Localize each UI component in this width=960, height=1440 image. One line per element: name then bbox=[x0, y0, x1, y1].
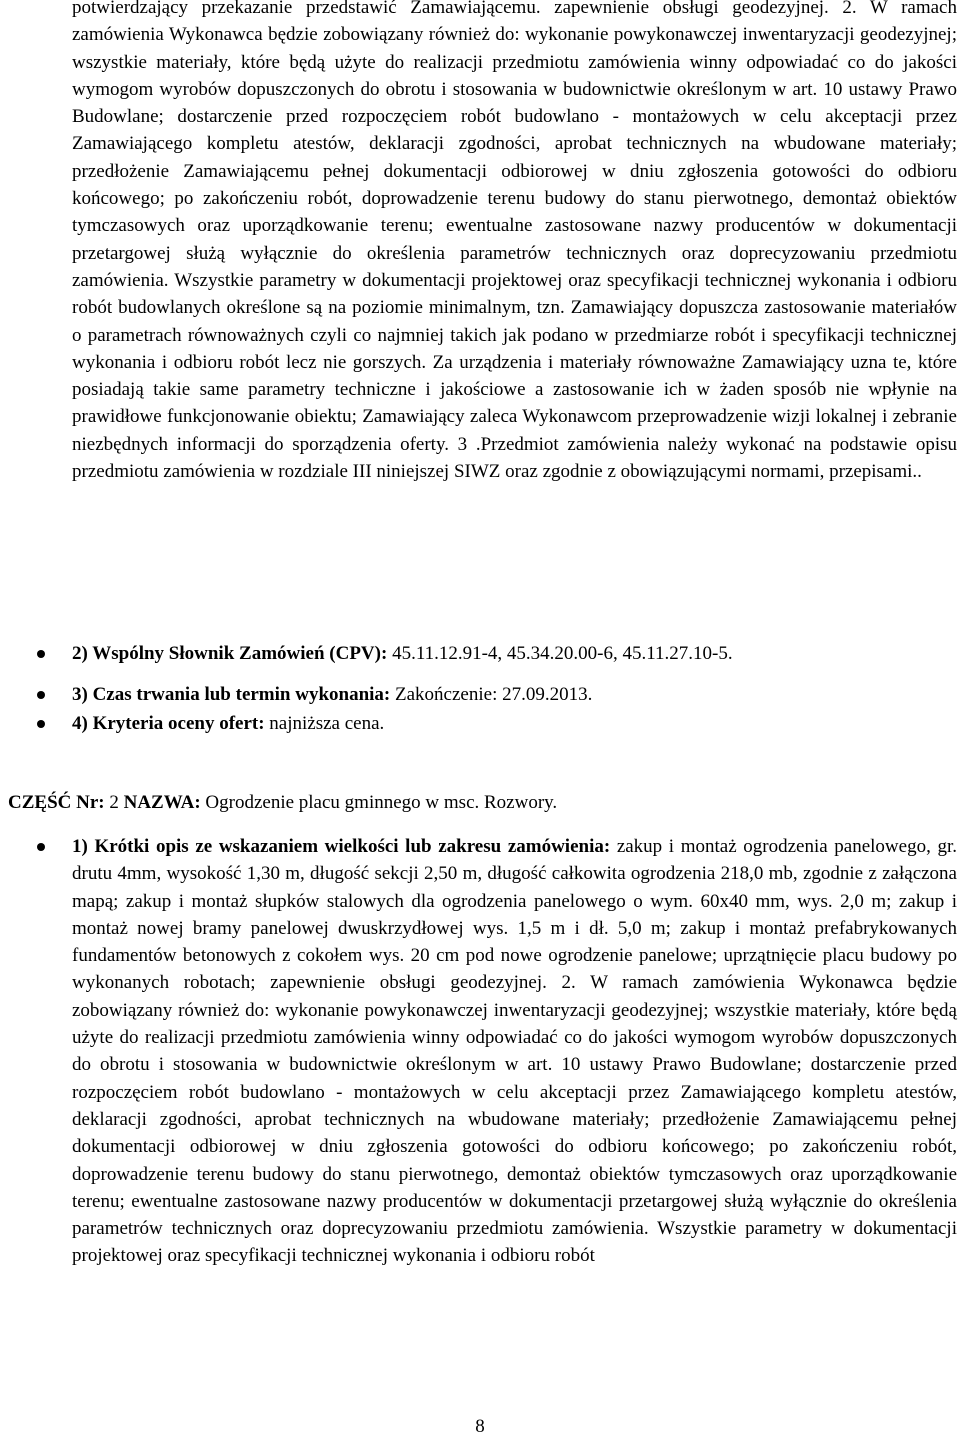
bullet-icon bbox=[37, 720, 45, 728]
description-list bbox=[0, 833, 957, 1270]
criteria-label: 4) Kryteria oceny ofert: bbox=[72, 713, 265, 734]
criteria-list bbox=[0, 710, 957, 737]
cpv-label: 2) Wspólny Słownik Zamówień (CPV): bbox=[72, 643, 388, 664]
deadline-item bbox=[0, 681, 957, 708]
page-number: 8 bbox=[475, 1416, 485, 1437]
part-number: 2 bbox=[104, 792, 124, 813]
deadline-label: 3) Czas trwania lub termin wykonania: bbox=[72, 684, 391, 705]
deadline-list bbox=[0, 681, 957, 708]
criteria-value: najniższa cena. bbox=[264, 713, 385, 734]
part-name: Ogrodzenie placu gminnego w msc. Rozwory. bbox=[200, 792, 558, 813]
cpv-value: 45.11.12.91-4, 45.34.20.00-6, 45.11.27.10-5. bbox=[387, 643, 733, 664]
part-number-label: CZĘŚĆ Nr: bbox=[8, 792, 105, 813]
bullet-icon bbox=[37, 691, 45, 699]
continuation-paragraph: potwierdzający przekazanie przedstawić Zamawiającemu. zapewnienie obsługi geodezyjnej. 2. W ramach zamówienia Wykonawca będzie zobowiązany również do: wykonanie powykonawczej inwentaryzacji geodezyjnej; wszystkie materiały, które będą użyte do realizacji przedmiotu zamówienia winny odpowiadać co do jakości wymogom wyrobów dopuszczonych do obrotu i stosowania w budownictwie określonym w art. 10 ustawy Prawo Budowlane; dostarczenie przed rozpoczęciem robót budowlano - montażowych w celu akceptacji przez Zamawiającego kompletu atestów, deklaracji zgodności, aprobat technicznych na wbudowane materiały; przedłożenie Zamawiającemu pełnej dokumentacji odbiorowej w dniu zgłoszenia gotowości do odbioru końcowego; po zakończeniu robót, doprowadzenie terenu budowy do stanu pierwotnego, demontaż obiektów tymczasowych oraz uporządkowanie terenu; ewentualne zastosowane nazwy producentów w dokumentacji przetargowej służą wyłącznie do określenia parametrów technicznych oraz doprecyzowaniu przedmiotu zamówienia. Wszystkie parametry w dokumentacji projektowej oraz specyfikacji technicznej wykonania i odbioru robót budowlanych określone są na poziomie minimalnym, tzn. Zamawiający dopuszcza zastosowanie materiałów o parametrach równoważnych czyli co najmniej takich jak podano w przedmiarze robót i specyfikacji technicznej wykonania i odbioru robót lecz nie gorszych. Za urządzenia i materiały równoważne Zamawiający uzna te, które posiadają takie same parametry techniczne i jakościowe a zastosowanie ich w żaden sposób nie wpłynie na prawidłowe funkcjonowanie obiektu; Zamawiający zaleca Wykonawcom przeprowadzenie wizji lokalnej i zebranie niezbędnych informacji do sporządzenia oferty. 3 .Przedmiot zamówienia należy wykonać na podstawie opisu przedmiotu zamówienia w rozdziale III niniejszej SIWZ oraz zgodnie z obowiązującymi normami, przepisami.. bbox=[72, 0, 957, 483]
cpv-list bbox=[0, 640, 957, 667]
criteria-item bbox=[0, 710, 957, 737]
bullet-icon bbox=[37, 843, 45, 851]
part-heading bbox=[8, 789, 948, 816]
cpv-item bbox=[0, 640, 957, 667]
description-item bbox=[0, 833, 957, 1270]
deadline-value: Zakończenie: 27.09.2013. bbox=[390, 684, 593, 705]
part-name-label: NAZWA: bbox=[123, 792, 201, 813]
description-text: zakup i montaż ogrodzenia panelowego, gr. drutu 4mm, wysokość 1,30 m, długość sekcji 2,50 m, długość całkowita ogrodzenia 218,0 mb, zgodnie z załączona mapą; zakup i montaż słupków stalowych dla ogrodzenia panelowego o wym. 60x40 mm, wys. 2,0 m; zakup i montaż nowej bramy panelowej dwuskrzydłowej wys. 1,5 m i dł. 5,0 m; zakup i montaż prefabrykowanych fundamentów betonowych z cokołem wys. 20 cm pod nowe ogrodzenie panelowe; uprzątnięcie placu budowy po wykonanych robotach; zapewnienie obsługi geodezyjnej. 2. W ramach zamówienia Wykonawca będzie zobowiązany również do: wykonanie powykonawczej inwentaryzacji geodezyjnej; wszystkie materiały, które będą użyte do realizacji przedmiotu zamówienia winny odpowiadać co do jakości wymogom wyrobów dopuszczonych do obrotu i stosowania w budownictwie określonym w art. 10 ustawy Prawo Budowlane; dostarczenie przed rozpoczęciem robót budowlano - montażowych w celu akceptacji przez Zamawiającego kompletu atestów, deklaracji zgodności, aprobat technicznych na wbudowane materiały; przedłożenie Zamawiającemu pełnej dokumentacji odbiorowej w dniu zgłoszenia gotowości do odbioru końcowego; po zakończeniu robót, doprowadzenie terenu budowy do stanu pierwotnego, demontaż obiektów tymczasowych oraz uporządkowanie terenu; ewentualne zastosowane nazwy producentów w dokumentacji przetargowej służą wyłącznie do określenia parametrów technicznych oraz doprecyzowaniu przedmiotu zamówienia. Wszystkie parametry w dokumentacji projektowej oraz specyfikacji technicznej wykonania i odbioru robót bbox=[72, 836, 957, 1267]
description-label: 1) Krótki opis ze wskazaniem wielkości lub zakresu zamówienia: bbox=[72, 836, 611, 857]
bullet-icon bbox=[37, 650, 45, 658]
